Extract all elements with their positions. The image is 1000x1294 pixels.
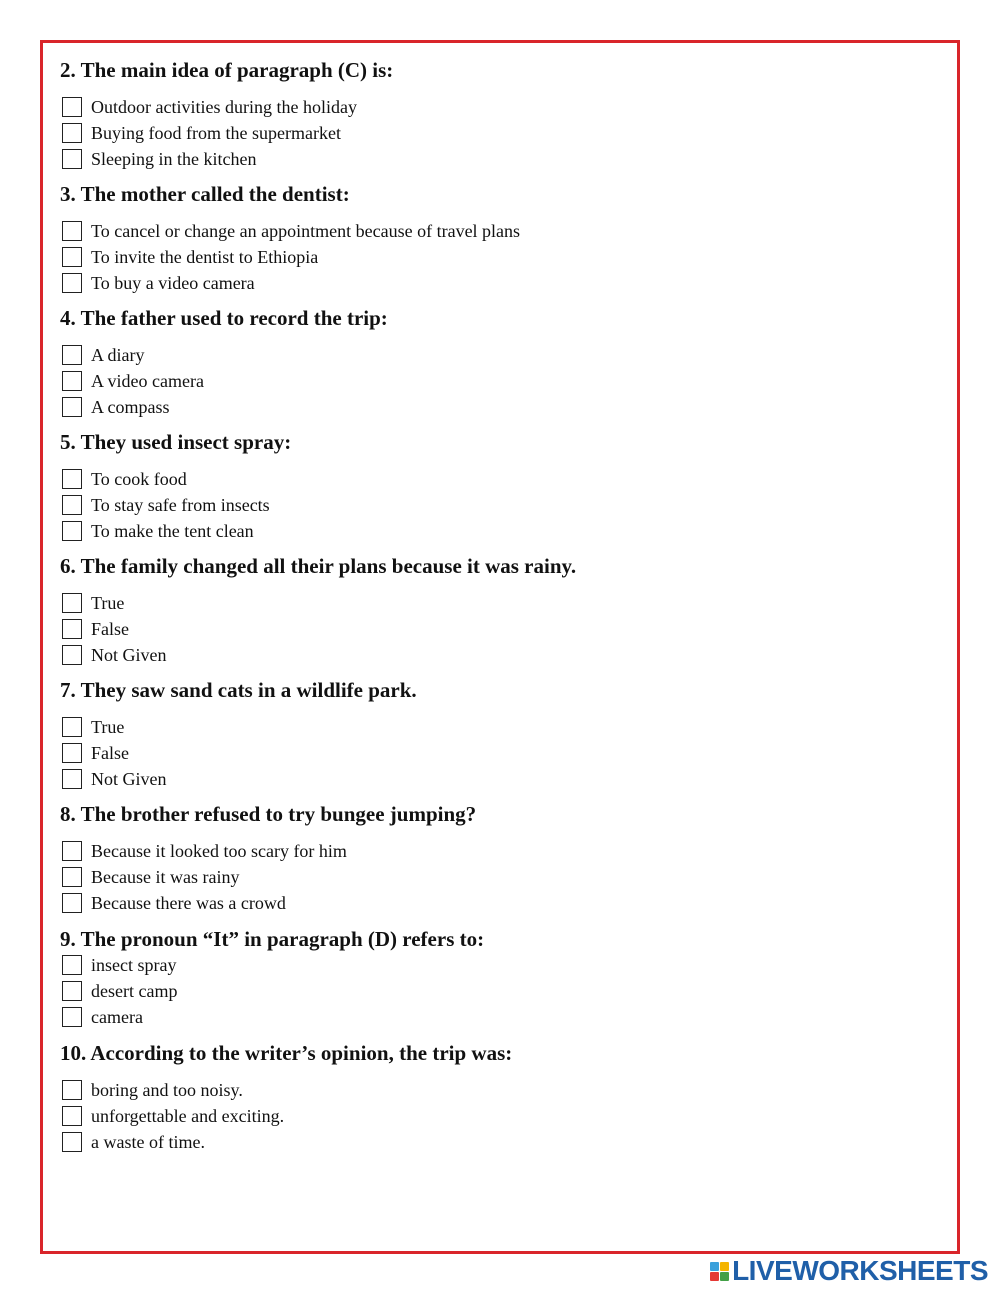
answer-checkbox[interactable] bbox=[62, 1106, 82, 1126]
option[interactable] bbox=[62, 271, 255, 295]
option[interactable] bbox=[62, 219, 520, 243]
option[interactable] bbox=[62, 865, 239, 889]
option-label: A video camera bbox=[91, 371, 204, 391]
option-label: A compass bbox=[91, 397, 170, 417]
worksheet-frame bbox=[40, 40, 960, 1254]
option[interactable] bbox=[62, 591, 124, 615]
option-label: To cancel or change an appointment because of travel plans bbox=[91, 221, 521, 241]
answer-checkbox[interactable] bbox=[62, 495, 82, 515]
option[interactable] bbox=[62, 839, 347, 863]
answer-checkbox[interactable] bbox=[62, 981, 82, 1001]
option[interactable] bbox=[62, 395, 170, 419]
option-label: camera bbox=[91, 1007, 143, 1027]
question-title: 5. They used insect spray: bbox=[60, 430, 292, 454]
option-label: To buy a video camera bbox=[91, 273, 255, 293]
option-label: boring and too noisy. bbox=[91, 1080, 243, 1100]
question-title: 9. The pronoun “It” in paragraph (D) refers to: bbox=[60, 927, 485, 951]
answer-checkbox[interactable] bbox=[62, 123, 82, 143]
answer-checkbox[interactable] bbox=[62, 769, 82, 789]
option-label: To make the tent clean bbox=[91, 521, 254, 541]
answer-checkbox[interactable] bbox=[62, 371, 82, 391]
logo-text: LIVEWORKSHEETS bbox=[732, 1255, 988, 1286]
option[interactable] bbox=[62, 1104, 284, 1128]
option[interactable] bbox=[62, 343, 145, 367]
option[interactable] bbox=[62, 1078, 243, 1102]
answer-checkbox[interactable] bbox=[62, 345, 82, 365]
answer-checkbox[interactable] bbox=[62, 273, 82, 293]
option[interactable] bbox=[62, 979, 177, 1003]
question-title: 3. The mother called the dentist: bbox=[60, 182, 350, 206]
answer-checkbox[interactable] bbox=[62, 1132, 82, 1152]
option[interactable] bbox=[62, 493, 270, 517]
option-label: Not Given bbox=[91, 769, 167, 789]
option[interactable] bbox=[62, 245, 318, 269]
answer-checkbox[interactable] bbox=[62, 97, 82, 117]
option-label: False bbox=[91, 619, 129, 639]
answer-checkbox[interactable] bbox=[62, 867, 82, 887]
option-label: Sleeping in the kitchen bbox=[91, 149, 257, 169]
option[interactable] bbox=[62, 95, 357, 119]
option[interactable] bbox=[62, 147, 256, 171]
option-label: To cook food bbox=[91, 469, 187, 489]
answer-checkbox[interactable] bbox=[62, 955, 82, 975]
option[interactable] bbox=[62, 467, 187, 491]
option-label: A diary bbox=[91, 345, 145, 365]
answer-checkbox[interactable] bbox=[62, 619, 82, 639]
question-title: 7. They saw sand cats in a wildlife park. bbox=[60, 678, 417, 702]
option[interactable] bbox=[62, 369, 204, 393]
option[interactable] bbox=[62, 741, 129, 765]
answer-checkbox[interactable] bbox=[62, 521, 82, 541]
question-title: 4. The father used to record the trip: bbox=[60, 306, 388, 330]
liveworksheets-logo[interactable] bbox=[710, 1256, 988, 1286]
option[interactable] bbox=[62, 1005, 143, 1029]
option-label: desert camp bbox=[91, 981, 178, 1001]
answer-checkbox[interactable] bbox=[62, 717, 82, 737]
option[interactable] bbox=[62, 617, 129, 641]
option-label: False bbox=[91, 743, 129, 763]
question-title: 2. The main idea of paragraph (C) is: bbox=[60, 58, 394, 82]
option-label: Outdoor activities during the holiday bbox=[91, 97, 357, 117]
liveworksheets-logo-icon bbox=[710, 1262, 729, 1281]
question-title: 6. The family changed all their plans because it was rainy. bbox=[60, 554, 577, 578]
answer-checkbox[interactable] bbox=[62, 1080, 82, 1100]
option-label: Because there was a crowd bbox=[91, 893, 286, 913]
option-label: To invite the dentist to Ethiopia bbox=[91, 247, 319, 267]
option-label: Because it was rainy bbox=[91, 867, 240, 887]
option-label: a waste of time. bbox=[91, 1132, 205, 1152]
question-title: 10. According to the writer’s opinion, the trip was: bbox=[60, 1041, 513, 1065]
option[interactable] bbox=[62, 1130, 205, 1154]
question-title: 8. The brother refused to try bungee jumping? bbox=[60, 802, 477, 826]
option[interactable] bbox=[62, 891, 286, 915]
answer-checkbox[interactable] bbox=[62, 1007, 82, 1027]
answer-checkbox[interactable] bbox=[62, 469, 82, 489]
answer-checkbox[interactable] bbox=[62, 149, 82, 169]
option-label: True bbox=[91, 593, 125, 613]
answer-checkbox[interactable] bbox=[62, 397, 82, 417]
answer-checkbox[interactable] bbox=[62, 221, 82, 241]
answer-checkbox[interactable] bbox=[62, 743, 82, 763]
option-label: insect spray bbox=[91, 955, 177, 975]
option-label: True bbox=[91, 717, 125, 737]
option-label: Not Given bbox=[91, 645, 167, 665]
answer-checkbox[interactable] bbox=[62, 841, 82, 861]
option[interactable] bbox=[62, 953, 176, 977]
answer-checkbox[interactable] bbox=[62, 247, 82, 267]
option-label: Buying food from the supermarket bbox=[91, 123, 341, 143]
option[interactable] bbox=[62, 767, 167, 791]
answer-checkbox[interactable] bbox=[62, 645, 82, 665]
option[interactable] bbox=[62, 643, 167, 667]
answer-checkbox[interactable] bbox=[62, 893, 82, 913]
option[interactable] bbox=[62, 519, 254, 543]
option[interactable] bbox=[62, 715, 124, 739]
option[interactable] bbox=[62, 121, 341, 145]
option-label: Because it looked too scary for him bbox=[91, 841, 347, 861]
option-label: unforgettable and exciting. bbox=[91, 1106, 285, 1126]
answer-checkbox[interactable] bbox=[62, 593, 82, 613]
option-label: To stay safe from insects bbox=[91, 495, 270, 515]
